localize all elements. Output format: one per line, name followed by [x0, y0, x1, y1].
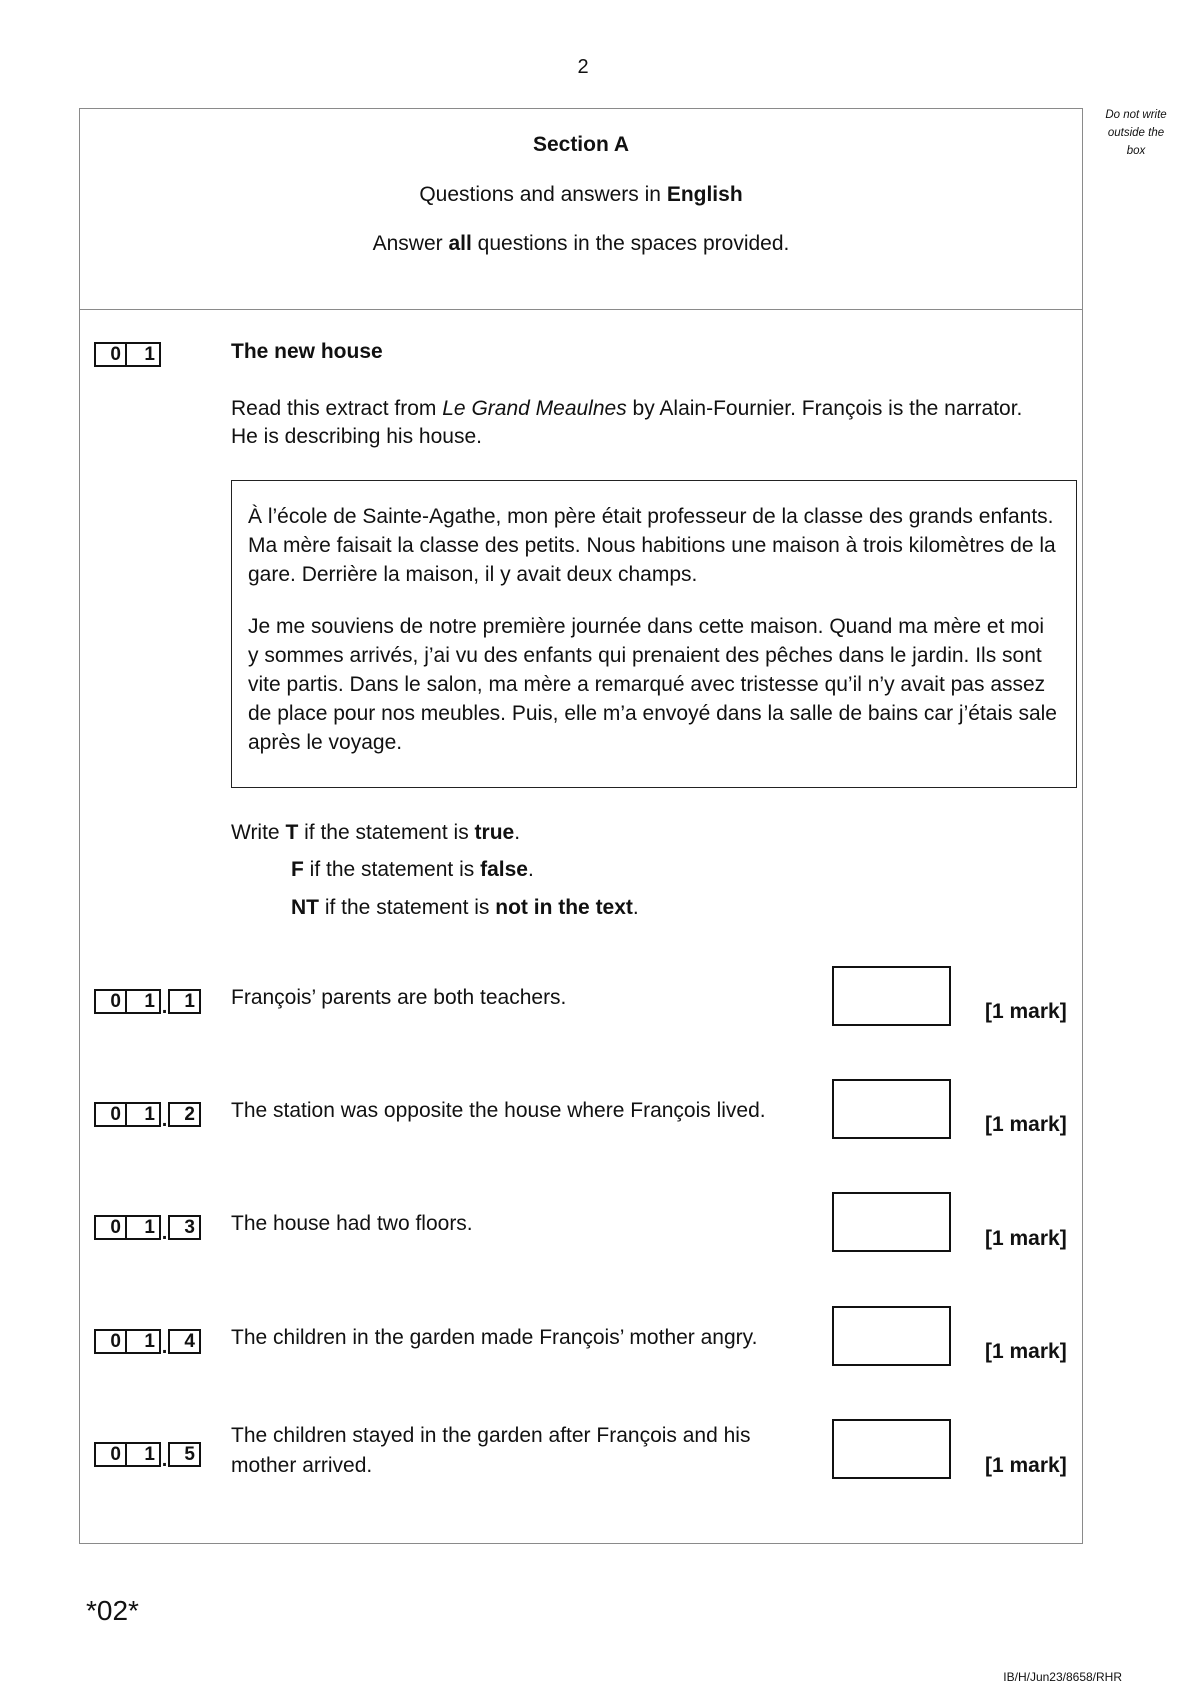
section-instruction — [80, 232, 1082, 256]
answer-box[interactable] — [832, 1306, 951, 1366]
mark-allocation: [1 mark] — [985, 1454, 1067, 1477]
section-divider — [79, 309, 1083, 310]
subquestion-number-dot: . — [161, 1336, 168, 1358]
subquestion-number — [94, 1438, 201, 1471]
intro-text: Read this extract from — [231, 397, 443, 420]
paper-reference: IB/H/Jun23/8658/RHR — [1003, 1670, 1122, 1684]
page-number: 2 — [577, 56, 589, 78]
answer-box[interactable] — [832, 1192, 951, 1252]
instruction-false — [291, 858, 534, 882]
instruction-text: questions in the spaces provided. — [471, 232, 790, 255]
question-title: The new house — [231, 340, 383, 363]
question-number — [94, 338, 161, 367]
subquestion-number — [94, 1098, 201, 1131]
subquestion-number-digit: 1 — [168, 989, 201, 1014]
intro-line: He is describing his house. — [231, 425, 482, 448]
section-title: Section A — [532, 133, 630, 156]
subquestion-number — [94, 1211, 201, 1244]
subquestion-number-digit: 5 — [168, 1442, 201, 1467]
question-number-digit: 1 — [127, 342, 161, 367]
instruction-text: . — [514, 821, 521, 844]
page-barcode-text: *02* — [86, 1595, 139, 1626]
subquestion-number-digit: 2 — [168, 1102, 201, 1127]
instruction-not-in-text — [291, 896, 639, 920]
answer-code: NT — [291, 896, 319, 919]
margin-note-line: outside the — [1107, 127, 1165, 139]
subquestion-number-digit: 1 — [127, 989, 161, 1014]
subquestion-number-digit: 4 — [168, 1329, 201, 1354]
subquestion-number — [94, 985, 201, 1018]
answer-box[interactable] — [832, 1079, 951, 1139]
answer-box[interactable] — [832, 966, 951, 1026]
subquestion-number-digit: 0 — [94, 989, 127, 1014]
subtitle-text: Questions and answers in — [419, 183, 667, 206]
book-title: Le Grand Meaulnes — [442, 397, 627, 420]
mark-allocation: [1 mark] — [985, 1113, 1067, 1136]
subquestion-number-digit: 0 — [94, 1442, 127, 1467]
subquestion-number-digit: 0 — [94, 1329, 127, 1354]
margin-note-line: box — [1126, 145, 1146, 157]
subquestion-number-digit: 1 — [127, 1329, 161, 1354]
instruction-text: Write — [231, 821, 286, 844]
subquestion-statement: The children stayed in the garden after François and his mother arrived. — [231, 1424, 751, 1477]
subquestion-number-digit: 1 — [127, 1102, 161, 1127]
instruction-text: if the statement is — [303, 858, 481, 881]
question-number-digit: 0 — [94, 342, 127, 367]
instruction-emphasis: all — [448, 232, 472, 255]
margin-note-line: Do not write — [1105, 109, 1167, 121]
subquestion-statement: The station was opposite the house where François lived. — [231, 1099, 766, 1122]
subquestion-number-dot: . — [161, 1449, 168, 1471]
mark-allocation: [1 mark] — [985, 1227, 1067, 1250]
instruction-text: . — [632, 896, 639, 919]
extract-paragraph: À l’école de Sainte-Agathe, mon père était professeur de la classe des grands enfants. Ma mère faisait la classe des petits. Nous habitions une maison à trois kilomètres de la gare. Derrière la maison, il y avait deux champs. — [248, 505, 1056, 586]
mark-allocation: [1 mark] — [985, 1000, 1067, 1023]
answer-box[interactable] — [832, 1419, 951, 1479]
instruction-emphasis: false — [480, 858, 528, 881]
subquestion-statement: François’ parents are both teachers. — [231, 986, 567, 1009]
instruction-text: if the statement is — [298, 821, 475, 844]
question-intro — [231, 395, 1081, 451]
instruction-true — [231, 821, 520, 845]
margin-note — [1090, 106, 1182, 160]
subquestion-number-digit: 0 — [94, 1215, 127, 1240]
instruction-emphasis: true — [474, 821, 515, 844]
subquestion-number-digit: 1 — [127, 1442, 161, 1467]
instruction-emphasis: not in the text — [495, 896, 633, 919]
instruction-text: if the statement is — [319, 896, 496, 919]
answer-code: F — [291, 858, 304, 881]
subquestion-number-dot: . — [161, 996, 168, 1018]
subquestion-number-dot: . — [161, 1109, 168, 1131]
subquestion-number-digit: 0 — [94, 1102, 127, 1127]
extract-box — [231, 480, 1077, 788]
subtitle-language: English — [666, 183, 743, 206]
subquestion-statement: The children in the garden made François’ mother angry. — [231, 1326, 758, 1349]
subquestion-number-dot: . — [161, 1222, 168, 1244]
instruction-text: . — [527, 858, 534, 881]
subquestion-number-digit: 3 — [168, 1215, 201, 1240]
intro-line — [231, 395, 1081, 423]
instruction-text: Answer — [372, 232, 449, 255]
mark-allocation: [1 mark] — [985, 1340, 1067, 1363]
intro-text: by Alain-Fournier. François is the narrator. — [626, 397, 1023, 420]
subquestion-statement: The house had two floors. — [231, 1212, 473, 1235]
section-subtitle — [80, 183, 1082, 207]
subquestion-number-digit: 1 — [127, 1215, 161, 1240]
answer-code: T — [285, 821, 299, 844]
extract-paragraph: Je me souviens de notre première journée dans cette maison. Quand ma mère et moi y sommes arrivés, j’ai vu des enfants qui prenaient des pêches dans le jardin. Ils sont vite partis. Dans le salon, ma mère a remarqué avec tristesse qu’il n’y avait pas assez de place pour nos meubles. Puis, elle m’a envoyé dans la salle de bains car j’étais sale après le voyage. — [248, 615, 1057, 754]
subquestion-number — [94, 1325, 201, 1358]
